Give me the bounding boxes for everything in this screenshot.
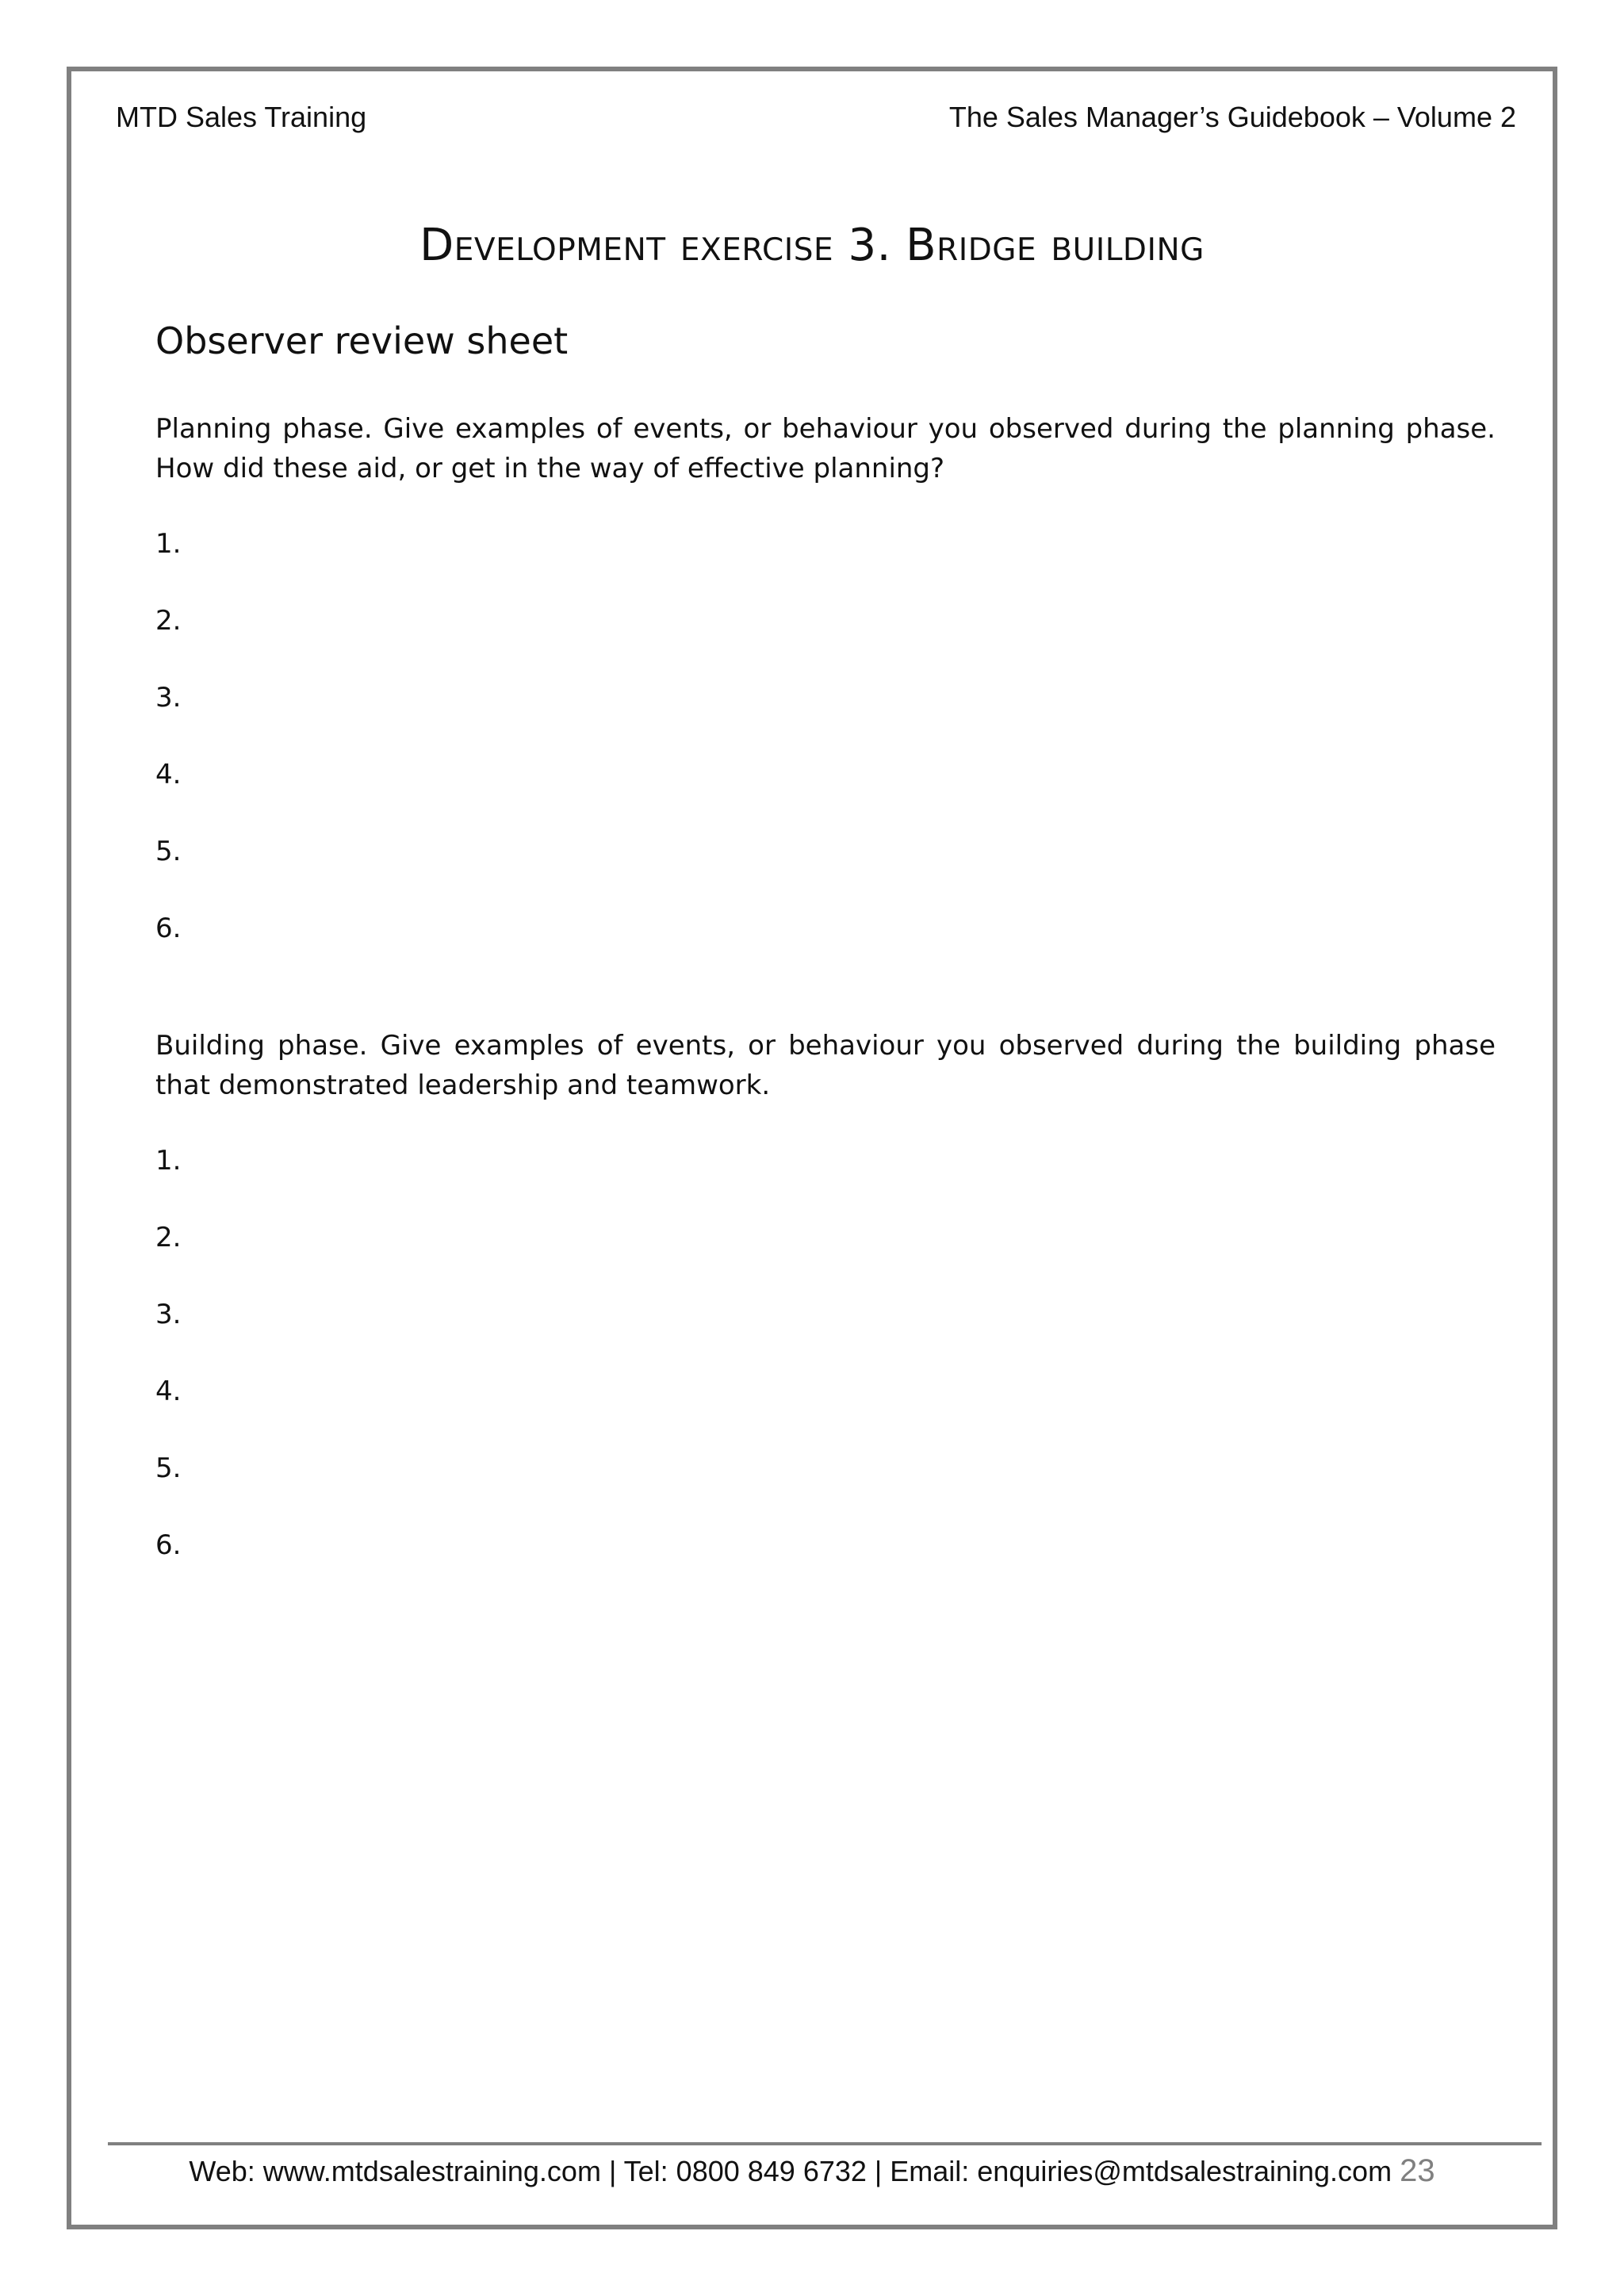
- footer-contact-text: Web: www.mtdsalestraining.com | Tel: 0800 849 6732 | Email: enquiries@mtdsalestraining.com: [189, 2155, 1392, 2187]
- building-observation-list: [155, 1142, 181, 1603]
- list-item: 2.: [155, 605, 182, 637]
- planning-instruction: Planning phase. Give examples of events, or behaviour you observed during the planning phase. How did these aid, or get in the way of effective planning?: [155, 413, 1496, 484]
- list-item: 2.: [155, 1222, 182, 1253]
- list-item: 1.: [155, 528, 182, 560]
- list-item: 6.: [155, 1529, 182, 1561]
- list-item: 4.: [155, 1376, 182, 1407]
- list-item: 3.: [155, 1299, 182, 1330]
- footer: [0, 2149, 1624, 2194]
- section-subtitle: Observer review sheet: [155, 320, 569, 362]
- list-item: 5.: [155, 1452, 182, 1484]
- header-left-text: MTD Sales Training: [116, 101, 367, 133]
- header-right-text: The Sales Manager’s Guidebook – Volume 2: [948, 101, 1516, 133]
- building-instruction: Building phase. Give examples of events, or behaviour you observed during the building phase that demonstrated leadership and teamwork.: [155, 1030, 1496, 1101]
- planning-observation-list: [155, 525, 181, 986]
- page-title: Development exercise 3. Bridge building: [419, 220, 1205, 271]
- page-number: 23: [1400, 2153, 1435, 2188]
- list-item: 6.: [155, 913, 182, 944]
- footer-divider: [108, 2142, 1542, 2145]
- list-item: 3.: [155, 682, 182, 714]
- page-border: [67, 67, 1557, 2229]
- list-item: 5.: [155, 836, 182, 867]
- list-item: 4.: [155, 759, 182, 790]
- list-item: 1.: [155, 1145, 182, 1177]
